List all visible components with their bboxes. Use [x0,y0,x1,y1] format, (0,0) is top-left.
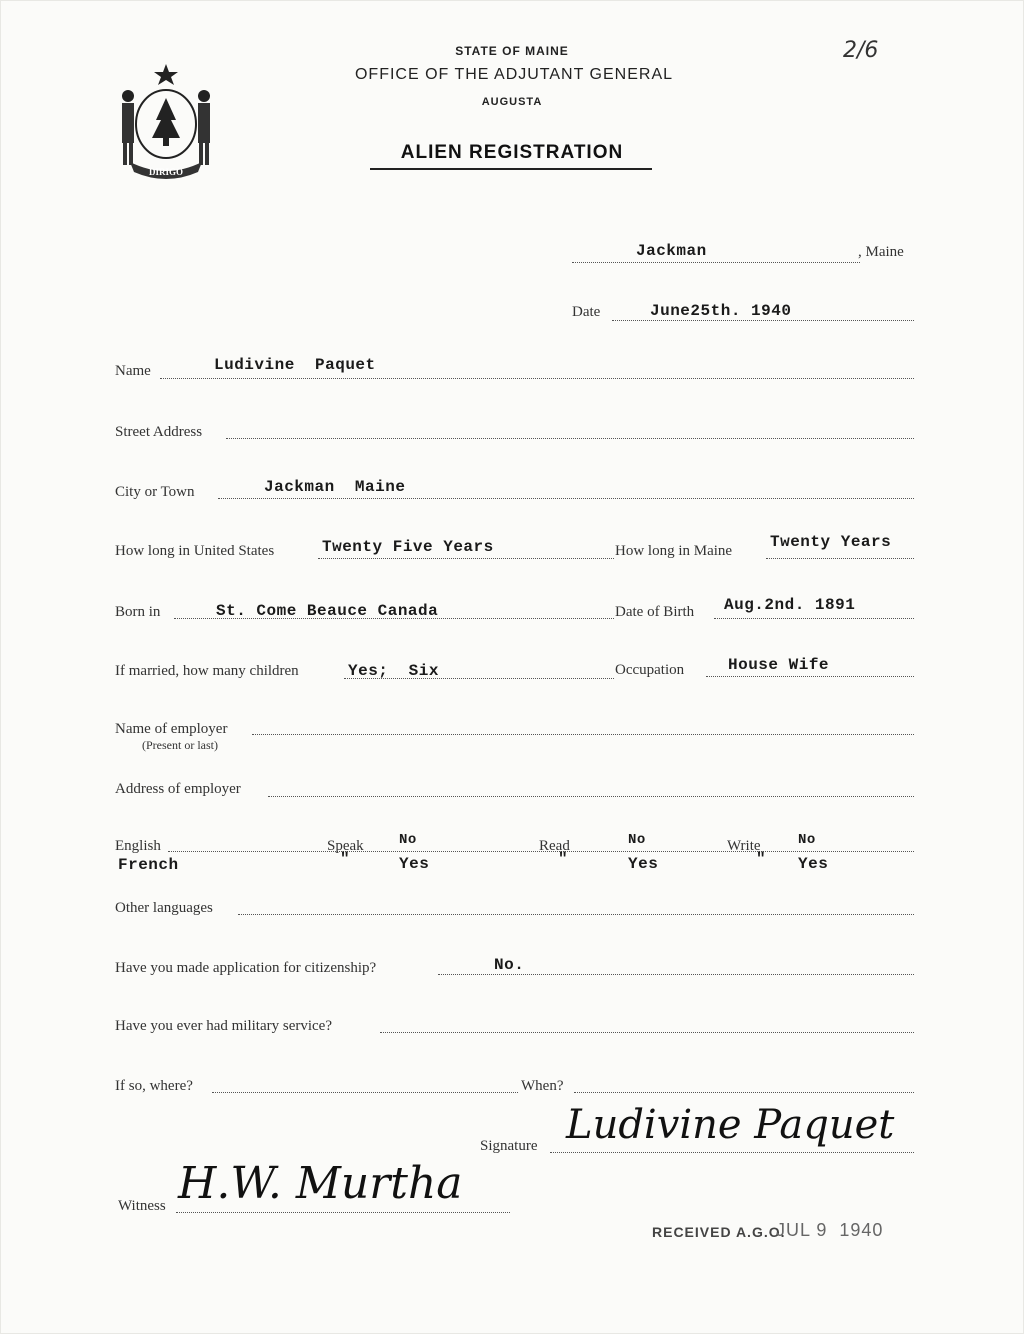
seal-motto: DIRIGO [148,167,184,177]
date-label: Date [572,304,601,320]
french-read-ditto: " [558,850,569,868]
english-speak-value: No [399,832,417,848]
military-line [380,1032,914,1033]
english-label: English [115,838,161,854]
where-line [212,1092,518,1093]
french-read-value: Yes [628,855,659,873]
city-line [218,498,914,499]
received-stamp-date: JUL 9 1940 [776,1220,884,1240]
how-long-us-value: Twenty Five Years [322,538,494,556]
how-long-maine-line [766,558,914,559]
other-languages-line [238,914,914,915]
date-of-birth-line [714,618,914,619]
title-underline [370,168,652,170]
name-line [160,378,914,379]
citizenship-label: Have you made application for citizenship? [115,960,377,976]
children-value: Yes; Six [348,662,439,680]
place-suffix: , Maine [858,244,904,260]
occupation-label: Occupation [615,662,685,678]
english-write-value: No [798,832,816,848]
citizenship-value: No. [494,956,525,974]
date-value: June25th. 1940 [650,302,792,320]
city-label: City or Town [115,484,195,500]
citizenship-line [438,974,914,975]
street-address-line [226,438,914,439]
read-label: Read [539,838,570,854]
how-long-maine-label: How long in Maine [615,543,733,559]
occupation-value: House Wife [728,656,830,674]
corner-number: 2/6 [843,38,879,63]
french-speak-ditto: " [340,850,351,868]
french-speak-value: Yes [399,855,430,873]
employer-address-label: Address of employer [115,781,241,797]
place-line [572,262,860,263]
how-long-us-label: How long in United States [115,543,275,559]
english-read-value: No [628,832,646,848]
date-line [612,320,914,321]
office-heading: OFFICE OF THE ADJUTANT GENERAL [354,66,674,83]
occupation-line [706,676,914,677]
received-stamp-text: RECEIVED A.G.O. [652,1224,786,1240]
signature-line [550,1152,914,1153]
form-title: ALIEN REGISTRATION [400,142,624,163]
witness-value: H.W. Murtha [178,1158,463,1209]
where-label: If so, where? [115,1078,193,1094]
when-label: When? [521,1078,564,1094]
state-heading: STATE OF MAINE [455,44,569,58]
french-write-value: Yes [798,855,829,873]
how-long-maine-value: Twenty Years [770,533,892,551]
french-write-ditto: " [756,850,767,868]
employer-name-line [252,734,914,735]
state-seal-icon [112,58,220,182]
name-label: Name [115,363,151,379]
children-label: If married, how many children [115,663,299,679]
born-in-label: Born in [115,604,161,620]
born-in-value: St. Come Beauce Canada [216,602,439,620]
witness-line [176,1212,510,1213]
city-heading: AUGUSTA [481,96,543,108]
date-of-birth-label: Date of Birth [615,604,695,620]
how-long-us-line [318,558,614,559]
signature-label: Signature [480,1138,538,1154]
signature-value: Ludivine Paquet [566,1102,895,1148]
employer-name-sublabel: (Present or last) [142,738,218,752]
place-value: Jackman [636,242,707,260]
write-label: Write [727,838,761,854]
city-value: Jackman Maine [264,478,406,496]
name-value: Ludivine Paquet [214,356,376,374]
witness-label: Witness [118,1198,166,1214]
french-label: French [118,856,179,874]
other-languages-label: Other languages [115,900,213,916]
street-address-label: Street Address [115,424,203,440]
employer-name-label: Name of employer [115,721,228,737]
when-line [574,1092,914,1093]
employer-address-line [268,796,914,797]
date-of-birth-value: Aug.2nd. 1891 [724,596,856,614]
military-label: Have you ever had military service? [115,1018,332,1034]
speak-label: Speak [327,838,364,854]
